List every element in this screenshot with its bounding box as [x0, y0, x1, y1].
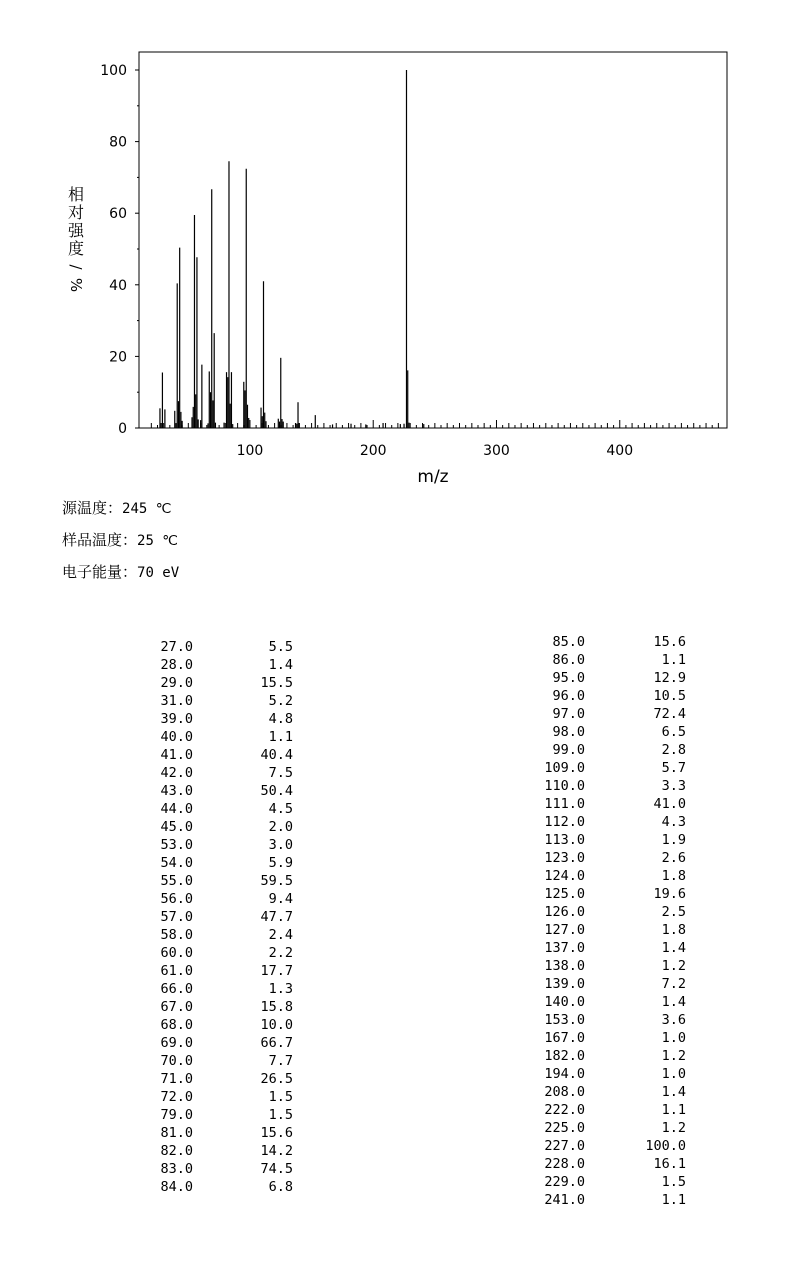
table-row — [140, 1124, 300, 1142]
y-axis-label-char: % — [67, 277, 85, 293]
table-row — [520, 813, 690, 831]
table-row — [140, 1034, 300, 1052]
intensity-value: 100.0 — [645, 1138, 686, 1154]
mz-value: 98.0 — [552, 724, 585, 740]
sample-temperature-value: 25 ℃ — [137, 533, 179, 549]
mz-value: 182.0 — [544, 1048, 585, 1064]
mz-value: 84.0 — [160, 1179, 193, 1195]
mz-value: 44.0 — [160, 801, 193, 817]
mz-value: 125.0 — [544, 886, 585, 902]
intensity-value: 17.7 — [260, 963, 293, 979]
intensity-value: 26.5 — [260, 1071, 293, 1087]
intensity-value: 2.4 — [268, 927, 293, 943]
source-temperature — [62, 497, 171, 518]
table-row — [140, 872, 300, 890]
y-tick-label: 60 — [109, 206, 127, 223]
y-axis — [100, 63, 139, 437]
table-row — [520, 705, 690, 723]
intensity-value: 1.4 — [661, 1084, 686, 1100]
y-tick-label: 20 — [109, 349, 127, 366]
table-row — [520, 867, 690, 885]
mz-value: 41.0 — [160, 747, 193, 763]
intensity-value: 1.9 — [661, 832, 686, 848]
mz-value: 82.0 — [160, 1143, 193, 1159]
mz-value: 111.0 — [544, 796, 585, 812]
table-row — [140, 1016, 300, 1034]
table-row — [520, 741, 690, 759]
intensity-value: 4.8 — [268, 711, 293, 727]
intensity-value: 5.5 — [268, 639, 293, 655]
mz-value: 68.0 — [160, 1017, 193, 1033]
intensity-value: 1.5 — [661, 1174, 686, 1190]
mz-value: 27.0 — [160, 639, 193, 655]
mz-value: 127.0 — [544, 922, 585, 938]
intensity-value: 2.5 — [661, 904, 686, 920]
intensity-value: 50.4 — [260, 783, 293, 799]
table-row — [520, 831, 690, 849]
mz-value: 137.0 — [544, 940, 585, 956]
mz-value: 113.0 — [544, 832, 585, 848]
intensity-value: 1.1 — [268, 729, 293, 745]
intensity-value: 4.3 — [661, 814, 686, 830]
table-row — [140, 1088, 300, 1106]
intensity-value: 6.5 — [661, 724, 686, 740]
intensity-value: 1.8 — [661, 868, 686, 884]
mz-value: 61.0 — [160, 963, 193, 979]
mz-value: 70.0 — [160, 1053, 193, 1069]
intensity-value: 47.7 — [260, 909, 293, 925]
intensity-value: 1.5 — [268, 1107, 293, 1123]
intensity-value: 10.0 — [260, 1017, 293, 1033]
mz-value: 31.0 — [160, 693, 193, 709]
mz-value: 124.0 — [544, 868, 585, 884]
mz-value: 241.0 — [544, 1192, 585, 1208]
mz-value: 79.0 — [160, 1107, 193, 1123]
mz-value: 167.0 — [544, 1030, 585, 1046]
table-row — [520, 1137, 690, 1155]
mz-value: 153.0 — [544, 1012, 585, 1028]
mz-value: 97.0 — [552, 706, 585, 722]
table-row — [140, 1178, 300, 1196]
table-row — [140, 764, 300, 782]
mz-value: 95.0 — [552, 670, 585, 686]
mz-value: 66.0 — [160, 981, 193, 997]
mz-value: 85.0 — [552, 634, 585, 650]
x-axis — [151, 420, 718, 459]
table-row — [140, 746, 300, 764]
table-row — [140, 908, 300, 926]
electron-energy — [62, 561, 179, 582]
peak-table-right — [520, 633, 690, 1209]
table-row — [140, 1052, 300, 1070]
table-row — [140, 818, 300, 836]
table-row — [520, 1047, 690, 1065]
intensity-value: 1.2 — [661, 958, 686, 974]
mz-value: 225.0 — [544, 1120, 585, 1136]
y-axis-label-char: 度 — [67, 239, 85, 258]
mz-value: 140.0 — [544, 994, 585, 1010]
table-row — [520, 1191, 690, 1209]
table-row — [140, 836, 300, 854]
x-tick-label: 400 — [606, 443, 634, 459]
table-row — [520, 633, 690, 651]
y-axis-label — [67, 185, 85, 292]
table-row — [520, 957, 690, 975]
table-row — [520, 723, 690, 741]
intensity-value: 6.8 — [268, 1179, 293, 1195]
mz-value: 58.0 — [160, 927, 193, 943]
table-row — [140, 926, 300, 944]
table-row — [520, 975, 690, 993]
mz-value: 86.0 — [552, 652, 585, 668]
table-row — [520, 1101, 690, 1119]
intensity-value: 1.3 — [268, 981, 293, 997]
intensity-value: 15.8 — [260, 999, 293, 1015]
mz-value: 222.0 — [544, 1102, 585, 1118]
y-axis-label-char: 对 — [67, 203, 85, 222]
mz-value: 227.0 — [544, 1138, 585, 1154]
table-row — [520, 1083, 690, 1101]
intensity-value: 2.6 — [661, 850, 686, 866]
y-tick-label: 0 — [118, 421, 127, 437]
table-row — [520, 1155, 690, 1173]
mz-value: 45.0 — [160, 819, 193, 835]
mz-value: 112.0 — [544, 814, 585, 830]
intensity-value: 5.9 — [268, 855, 293, 871]
table-row — [520, 669, 690, 687]
mz-value: 99.0 — [552, 742, 585, 758]
intensity-value: 3.3 — [661, 778, 686, 794]
table-row — [520, 993, 690, 1011]
table-row — [140, 1142, 300, 1160]
plot-frame — [139, 52, 727, 428]
table-row — [140, 962, 300, 980]
intensity-value: 1.5 — [268, 1089, 293, 1105]
intensity-value: 74.5 — [260, 1161, 293, 1177]
table-row — [520, 939, 690, 957]
mz-value: 126.0 — [544, 904, 585, 920]
table-row — [520, 795, 690, 813]
table-row — [140, 692, 300, 710]
mz-value: 39.0 — [160, 711, 193, 727]
y-tick-label: 100 — [100, 63, 127, 79]
table-row — [140, 998, 300, 1016]
x-tick-label: 300 — [483, 443, 510, 459]
mz-value: 67.0 — [160, 999, 193, 1015]
table-row — [140, 1106, 300, 1124]
mz-value: 123.0 — [544, 850, 585, 866]
table-row — [520, 1029, 690, 1047]
mz-value: 29.0 — [160, 675, 193, 691]
table-row — [520, 1173, 690, 1191]
intensity-value: 15.6 — [653, 634, 686, 650]
intensity-value: 40.4 — [260, 747, 293, 763]
mz-value: 138.0 — [544, 958, 585, 974]
table-row — [140, 854, 300, 872]
intensity-value: 41.0 — [653, 796, 686, 812]
intensity-value: 2.8 — [661, 742, 686, 758]
y-tick-label: 80 — [109, 134, 127, 151]
intensity-value: 7.2 — [661, 976, 686, 992]
table-row — [520, 1011, 690, 1029]
sample-temperature — [62, 529, 178, 550]
mz-value: 109.0 — [544, 760, 585, 776]
mass-spectrum-chart — [0, 0, 794, 495]
table-row — [140, 1160, 300, 1178]
x-tick-label: 100 — [236, 443, 264, 459]
table-row — [140, 800, 300, 818]
peak-table-left — [140, 638, 300, 1196]
intensity-value: 72.4 — [653, 706, 686, 722]
intensity-value: 1.4 — [661, 994, 686, 1010]
intensity-value: 16.1 — [653, 1156, 686, 1172]
mz-value: 228.0 — [544, 1156, 585, 1172]
spectrum-peaks — [160, 70, 424, 428]
table-row — [140, 782, 300, 800]
table-row — [140, 638, 300, 656]
sample-temperature-label: 样品温度： — [62, 531, 138, 549]
intensity-value: 7.7 — [268, 1053, 293, 1069]
mz-value: 72.0 — [160, 1089, 193, 1105]
electron-energy-value: 70 eV — [137, 565, 180, 581]
intensity-value: 5.2 — [268, 693, 293, 709]
intensity-value: 2.2 — [268, 945, 293, 961]
intensity-value: 12.9 — [653, 670, 686, 686]
mz-value: 139.0 — [544, 976, 585, 992]
mz-value: 208.0 — [544, 1084, 585, 1100]
table-row — [520, 1119, 690, 1137]
table-row — [140, 728, 300, 746]
mz-value: 57.0 — [160, 909, 193, 925]
mz-value: 54.0 — [160, 855, 193, 871]
mz-value: 71.0 — [160, 1071, 193, 1087]
table-row — [520, 759, 690, 777]
intensity-value: 15.6 — [260, 1125, 293, 1141]
mz-value: 53.0 — [160, 837, 193, 853]
table-row — [520, 921, 690, 939]
intensity-value: 66.7 — [260, 1035, 293, 1051]
intensity-value: 1.2 — [661, 1120, 686, 1136]
table-row — [140, 710, 300, 728]
mz-value: 28.0 — [160, 657, 193, 673]
table-row — [520, 903, 690, 921]
table-row — [520, 885, 690, 903]
table-row — [140, 674, 300, 692]
intensity-value: 3.0 — [268, 837, 293, 853]
table-row — [140, 1070, 300, 1088]
y-axis-label-char: 强 — [67, 221, 85, 240]
mz-value: 55.0 — [160, 873, 193, 889]
mz-value: 56.0 — [160, 891, 193, 907]
intensity-value: 1.1 — [661, 1102, 686, 1118]
intensity-value: 1.1 — [661, 1192, 686, 1208]
mz-value: 81.0 — [160, 1125, 193, 1141]
table-row — [140, 944, 300, 962]
mz-value: 69.0 — [160, 1035, 193, 1051]
intensity-value: 1.8 — [661, 922, 686, 938]
y-axis-label-char: / — [67, 264, 85, 270]
intensity-value: 1.0 — [661, 1066, 686, 1082]
mz-value: 229.0 — [544, 1174, 585, 1190]
table-row — [520, 849, 690, 867]
intensity-value: 1.4 — [661, 940, 686, 956]
table-row — [140, 656, 300, 674]
intensity-value: 4.5 — [268, 801, 293, 817]
intensity-value: 19.6 — [653, 886, 686, 902]
table-row — [140, 890, 300, 908]
x-axis-label: m/z — [417, 467, 449, 487]
mz-value: 42.0 — [160, 765, 193, 781]
intensity-value: 7.5 — [268, 765, 293, 781]
source-temperature-label: 源温度： — [62, 499, 123, 517]
intensity-value: 1.1 — [661, 652, 686, 668]
mz-value: 43.0 — [160, 783, 193, 799]
table-row — [140, 980, 300, 998]
mz-value: 83.0 — [160, 1161, 193, 1177]
intensity-value: 1.4 — [268, 657, 293, 673]
intensity-value: 59.5 — [260, 873, 293, 889]
mz-value: 40.0 — [160, 729, 193, 745]
intensity-value: 10.5 — [653, 688, 686, 704]
y-axis-label-char: 相 — [67, 185, 85, 204]
mz-value: 96.0 — [552, 688, 585, 704]
intensity-value: 15.5 — [260, 675, 293, 691]
electron-energy-label: 电子能量： — [62, 563, 138, 581]
mz-value: 60.0 — [160, 945, 193, 961]
table-row — [520, 777, 690, 795]
intensity-value: 1.2 — [661, 1048, 686, 1064]
intensity-value: 9.4 — [268, 891, 293, 907]
y-tick-label: 40 — [109, 277, 127, 294]
mz-value: 110.0 — [544, 778, 585, 794]
table-row — [520, 687, 690, 705]
mz-value: 194.0 — [544, 1066, 585, 1082]
intensity-value: 2.0 — [268, 819, 293, 835]
intensity-value: 1.0 — [661, 1030, 686, 1046]
intensity-value: 5.7 — [661, 760, 686, 776]
table-row — [520, 1065, 690, 1083]
intensity-value: 3.6 — [661, 1012, 686, 1028]
table-row — [520, 651, 690, 669]
intensity-value: 14.2 — [260, 1143, 293, 1159]
x-tick-label: 200 — [359, 443, 387, 459]
source-temperature-value: 245 ℃ — [122, 501, 172, 517]
